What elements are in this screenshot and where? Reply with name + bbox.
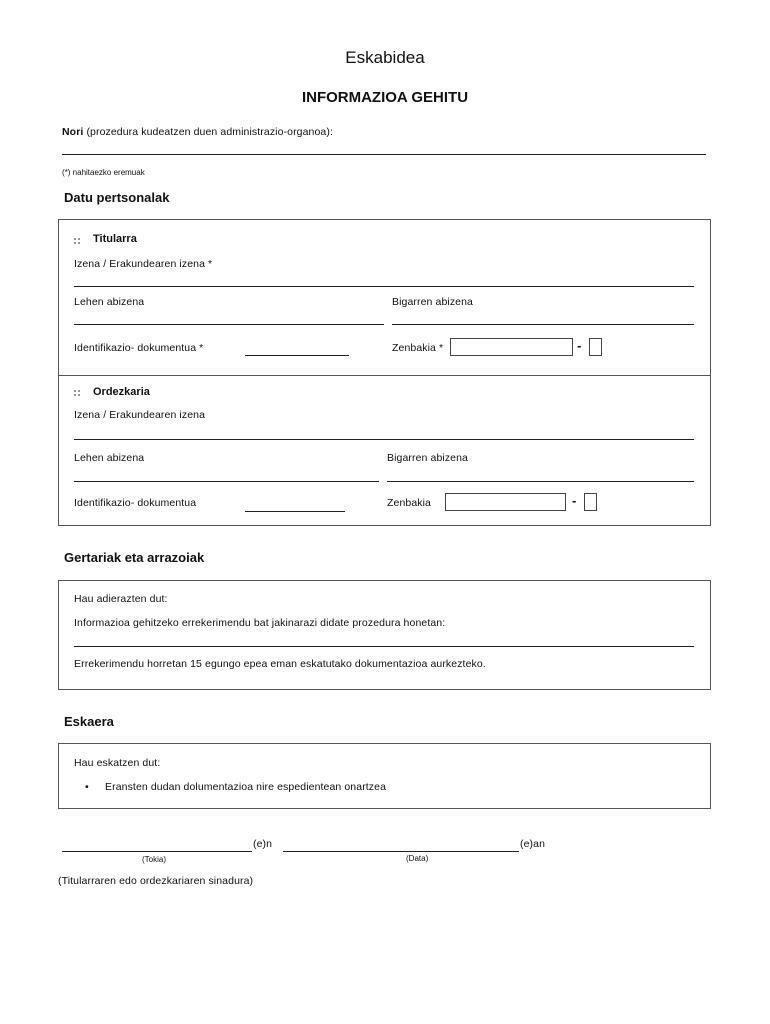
- holder-number-check-input[interactable]: [589, 338, 602, 356]
- representative-first-surname-label: Lehen abizena: [74, 452, 145, 464]
- holder-second-surname-input[interactable]: [392, 324, 694, 325]
- request-box: [58, 743, 711, 809]
- holder-title: Titularra: [93, 233, 137, 245]
- representative-second-surname-label: Bigarren abizena: [387, 452, 468, 464]
- date-suffix: (e)an: [520, 838, 546, 850]
- facts-line2: Errekerimendu horretan 15 egungo epea eman eskatutako dokumentazioa aurkezteko.: [74, 658, 486, 670]
- holder-representative-divider: [58, 375, 711, 376]
- request-heading: Eskaera: [64, 714, 114, 729]
- holder-number-label: Zenbakia *: [392, 342, 444, 354]
- nori-label: Nori: [62, 126, 84, 138]
- facts-procedure-input[interactable]: [74, 646, 694, 647]
- representative-name-input[interactable]: [74, 439, 694, 440]
- date-caption: (Data): [406, 854, 429, 863]
- representative-number-dash: -: [572, 493, 577, 508]
- representative-number-input[interactable]: [445, 493, 566, 511]
- required-note: (*) nahitaezko eremuak: [62, 168, 145, 177]
- place-caption: (Tokia): [142, 855, 167, 864]
- form-subtitle: INFORMAZIOA GEHITU: [301, 89, 469, 106]
- holder-name-label: Izena / Erakundearen izena *: [74, 258, 213, 270]
- holder-name-input[interactable]: [74, 286, 694, 287]
- holder-number-input[interactable]: [450, 338, 573, 356]
- representative-name-label: Izena / Erakundearen izena: [74, 409, 206, 421]
- nori-input-line[interactable]: [62, 154, 706, 155]
- personal-data-heading: Datu pertsonalak: [64, 190, 170, 205]
- signature-note: (Titularraren edo ordezkariaren sinadura): [58, 875, 254, 887]
- holder-first-surname-label: Lehen abizena: [74, 296, 145, 308]
- representative-title: Ordezkaria: [93, 386, 150, 398]
- representative-section-icon: [74, 390, 81, 397]
- place-input[interactable]: [62, 851, 252, 852]
- place-suffix: (e)n: [253, 838, 273, 850]
- facts-intro: Hau adierazten dut:: [74, 593, 168, 605]
- representative-second-surname-input[interactable]: [387, 481, 694, 482]
- holder-id-doc-label: Identifikazio- dokumentua *: [74, 342, 204, 354]
- representative-number-label: Zenbakia: [387, 497, 431, 509]
- holder-number-dash: -: [577, 338, 582, 353]
- holder-section-icon: [74, 238, 81, 245]
- representative-id-doc-input[interactable]: [245, 511, 345, 512]
- request-item: Eransten dudan dolumentazioa nire espedientean onartzea: [105, 781, 387, 793]
- representative-number-check-input[interactable]: [584, 493, 597, 511]
- holder-id-doc-input[interactable]: [245, 355, 349, 356]
- nori-row: [62, 126, 333, 138]
- request-intro: Hau eskatzen dut:: [74, 757, 161, 769]
- nori-hint: (prozedura kudeatzen duen administrazio-organoa):: [86, 126, 333, 138]
- request-bullet: •: [85, 781, 89, 793]
- representative-id-doc-label: Identifikazio- dokumentua: [74, 497, 197, 509]
- holder-second-surname-label: Bigarren abizena: [392, 296, 473, 308]
- representative-first-surname-input[interactable]: [74, 481, 379, 482]
- facts-line1: Informazioa gehitzeko errekerimendu bat jakinarazi didate prozedura honetan:: [74, 617, 446, 629]
- facts-heading: Gertariak eta arrazoiak: [64, 550, 205, 565]
- holder-first-surname-input[interactable]: [74, 324, 384, 325]
- date-input[interactable]: [283, 851, 519, 852]
- form-title: Eskabidea: [345, 48, 425, 67]
